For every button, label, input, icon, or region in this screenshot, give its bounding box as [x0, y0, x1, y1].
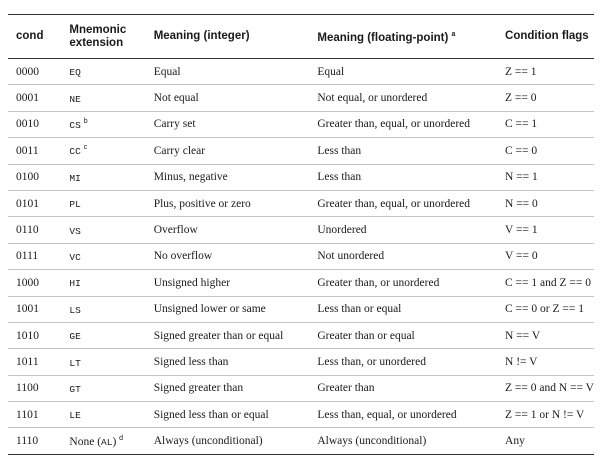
- mnemonic-code: VC: [69, 251, 81, 263]
- table-row: [8, 190, 594, 216]
- mnemonic-footnote: b: [83, 118, 88, 126]
- header-meaning-fp-footnote: a: [451, 31, 456, 39]
- table-row: [8, 138, 594, 164]
- header-meaning-integer: Meaning (integer): [153, 30, 250, 42]
- cell-meaning-fp: Not equal, or unordered: [317, 92, 428, 105]
- mnemonic-code: AL: [101, 436, 113, 448]
- table-row: [8, 243, 594, 269]
- cell-cond: 1101: [16, 408, 39, 421]
- cell-cond: 1001: [16, 303, 39, 316]
- cell-cond: 0011: [16, 144, 39, 157]
- cell-mnemonic: [61, 164, 145, 190]
- cell-mnemonic: [61, 138, 145, 164]
- cell-meaning-fp: Equal: [317, 65, 345, 78]
- cell-mnemonic: [61, 111, 145, 137]
- cell-meaning-fp: Greater than, or unordered: [317, 276, 440, 289]
- cell-condition-flags: Z == 1 or N != V: [505, 408, 585, 421]
- cell-meaning-integer: Carry clear: [153, 144, 206, 157]
- mnemonic-code: PL: [69, 199, 81, 211]
- table-row: [8, 296, 594, 322]
- header-cond: cond: [16, 30, 44, 42]
- cell-condition-flags: V == 0: [505, 250, 538, 263]
- table-row: [8, 111, 594, 137]
- cell-meaning-integer: Signed less than: [153, 355, 229, 368]
- cell-mnemonic: [61, 296, 145, 322]
- cell-meaning-integer: Signed less than or equal: [153, 408, 269, 421]
- cell-cond: 0010: [16, 118, 39, 131]
- mnemonic-code: VS: [69, 225, 81, 237]
- mnemonic-code: LT: [69, 357, 81, 369]
- cell-meaning-fp: Less than or equal: [317, 303, 402, 316]
- cell-meaning-integer: Not equal: [153, 92, 199, 105]
- cell-condition-flags: N != V: [505, 355, 538, 368]
- cell-mnemonic: [61, 217, 145, 243]
- cell-mnemonic: [61, 428, 145, 454]
- cell-condition-flags: Z == 0: [505, 92, 537, 105]
- table-row: [8, 164, 594, 190]
- table-row: [8, 349, 594, 375]
- cell-meaning-integer: Signed greater than or equal: [153, 329, 284, 342]
- cell-cond: 0101: [16, 197, 39, 210]
- cell-meaning-fp: Greater than or equal: [317, 329, 415, 342]
- cell-meaning-integer: Plus, positive or zero: [153, 197, 251, 210]
- cell-meaning-fp: Greater than, equal, or unordered: [317, 197, 470, 210]
- cell-meaning-fp: Less than, equal, or unordered: [317, 408, 457, 421]
- cell-mnemonic: [61, 85, 145, 111]
- cell-condition-flags: Z == 0 and N == V: [505, 382, 594, 395]
- table-body: [8, 59, 594, 455]
- mnemonic-code: GE: [69, 331, 81, 343]
- cell-mnemonic: [61, 402, 145, 428]
- cell-condition-flags: C == 0 or Z == 1: [505, 303, 584, 316]
- table-row: [8, 322, 594, 348]
- cell-meaning-integer: Always (unconditional): [153, 435, 263, 448]
- table-row: [8, 59, 594, 85]
- cell-condition-flags: Z == 1: [505, 65, 537, 78]
- mnemonic-code: LE: [69, 410, 81, 422]
- cell-cond: 1000: [16, 276, 39, 289]
- mnemonic-code: NE: [69, 93, 81, 105]
- header-mnemonic-line1: Mnemonic: [69, 23, 127, 36]
- header-condition-flags: Condition flags: [505, 30, 589, 42]
- table-row: [8, 428, 594, 454]
- cell-meaning-fp: Always (unconditional): [317, 435, 427, 448]
- cell-mnemonic: [61, 270, 145, 296]
- cell-condition-flags: N == 0: [505, 197, 538, 210]
- cell-meaning-integer: Minus, negative: [153, 171, 228, 184]
- cell-cond: 0111: [16, 250, 39, 263]
- cell-meaning-fp: Less than: [317, 144, 362, 157]
- mnemonic-code: HI: [69, 278, 81, 290]
- mnemonic-prefix: None (: [69, 435, 102, 448]
- mnemonic-code: EQ: [69, 67, 81, 79]
- cell-condition-flags: C == 1: [505, 118, 538, 131]
- cell-condition-flags: Any: [505, 435, 525, 448]
- cell-meaning-fp: Less than, or unordered: [317, 355, 426, 368]
- table-row: [8, 85, 594, 111]
- mnemonic-footnote: c: [83, 144, 88, 152]
- cell-cond: 0000: [16, 65, 39, 78]
- mnemonic-code: MI: [69, 172, 81, 184]
- table-row: [8, 375, 594, 401]
- mnemonic-code: CS: [69, 119, 81, 131]
- mnemonic-footnote: d: [119, 434, 124, 442]
- cell-cond: 0110: [16, 224, 39, 237]
- cell-mnemonic: [61, 190, 145, 216]
- header-row: [8, 15, 594, 59]
- header-meaning-fp-label: Meaning (floating-point): [317, 31, 449, 44]
- cell-cond: 1011: [16, 355, 39, 368]
- cell-meaning-integer: No overflow: [153, 250, 213, 263]
- cell-meaning-integer: Carry set: [153, 118, 196, 131]
- cell-meaning-integer: Equal: [153, 65, 181, 78]
- cell-condition-flags: C == 1 and Z == 0: [505, 276, 592, 289]
- cell-cond: 1110: [16, 435, 39, 448]
- header-mnemonic: [61, 15, 145, 59]
- cell-meaning-integer: Unsigned higher: [153, 276, 231, 289]
- cell-mnemonic: [61, 375, 145, 401]
- mnemonic-code: GT: [69, 383, 81, 395]
- mnemonic-suffix: ): [112, 435, 117, 448]
- cell-condition-flags: C == 0: [505, 144, 538, 157]
- header-mnemonic-line2: extension: [69, 36, 124, 49]
- cell-condition-flags: V == 1: [505, 224, 538, 237]
- cell-meaning-integer: Unsigned lower or same: [153, 303, 266, 316]
- cell-meaning-fp: Greater than, equal, or unordered: [317, 118, 470, 131]
- condition-codes-table: [8, 14, 594, 455]
- cell-cond: 1010: [16, 329, 39, 342]
- cell-condition-flags: N == 1: [505, 171, 538, 184]
- table-row: [8, 217, 594, 243]
- cell-meaning-fp: Less than: [317, 171, 362, 184]
- cell-mnemonic: [61, 349, 145, 375]
- cell-mnemonic: [61, 59, 145, 85]
- table-row: [8, 402, 594, 428]
- cell-meaning-fp: Greater than: [317, 382, 375, 395]
- cell-cond: 0001: [16, 92, 39, 105]
- table-row: [8, 270, 594, 296]
- cell-meaning-integer: Overflow: [153, 224, 198, 237]
- cell-cond: 1100: [16, 382, 39, 395]
- header-meaning-fp: [309, 15, 497, 59]
- mnemonic-code: CC: [69, 146, 81, 158]
- cell-mnemonic: [61, 243, 145, 269]
- cell-cond: 0100: [16, 171, 39, 184]
- cell-meaning-fp: Not unordered: [317, 250, 385, 263]
- cell-meaning-integer: Signed greater than: [153, 382, 244, 395]
- cell-meaning-fp: Unordered: [317, 224, 367, 237]
- mnemonic-code: LS: [69, 304, 81, 316]
- cell-mnemonic: [61, 322, 145, 348]
- cell-condition-flags: N == V: [505, 329, 541, 342]
